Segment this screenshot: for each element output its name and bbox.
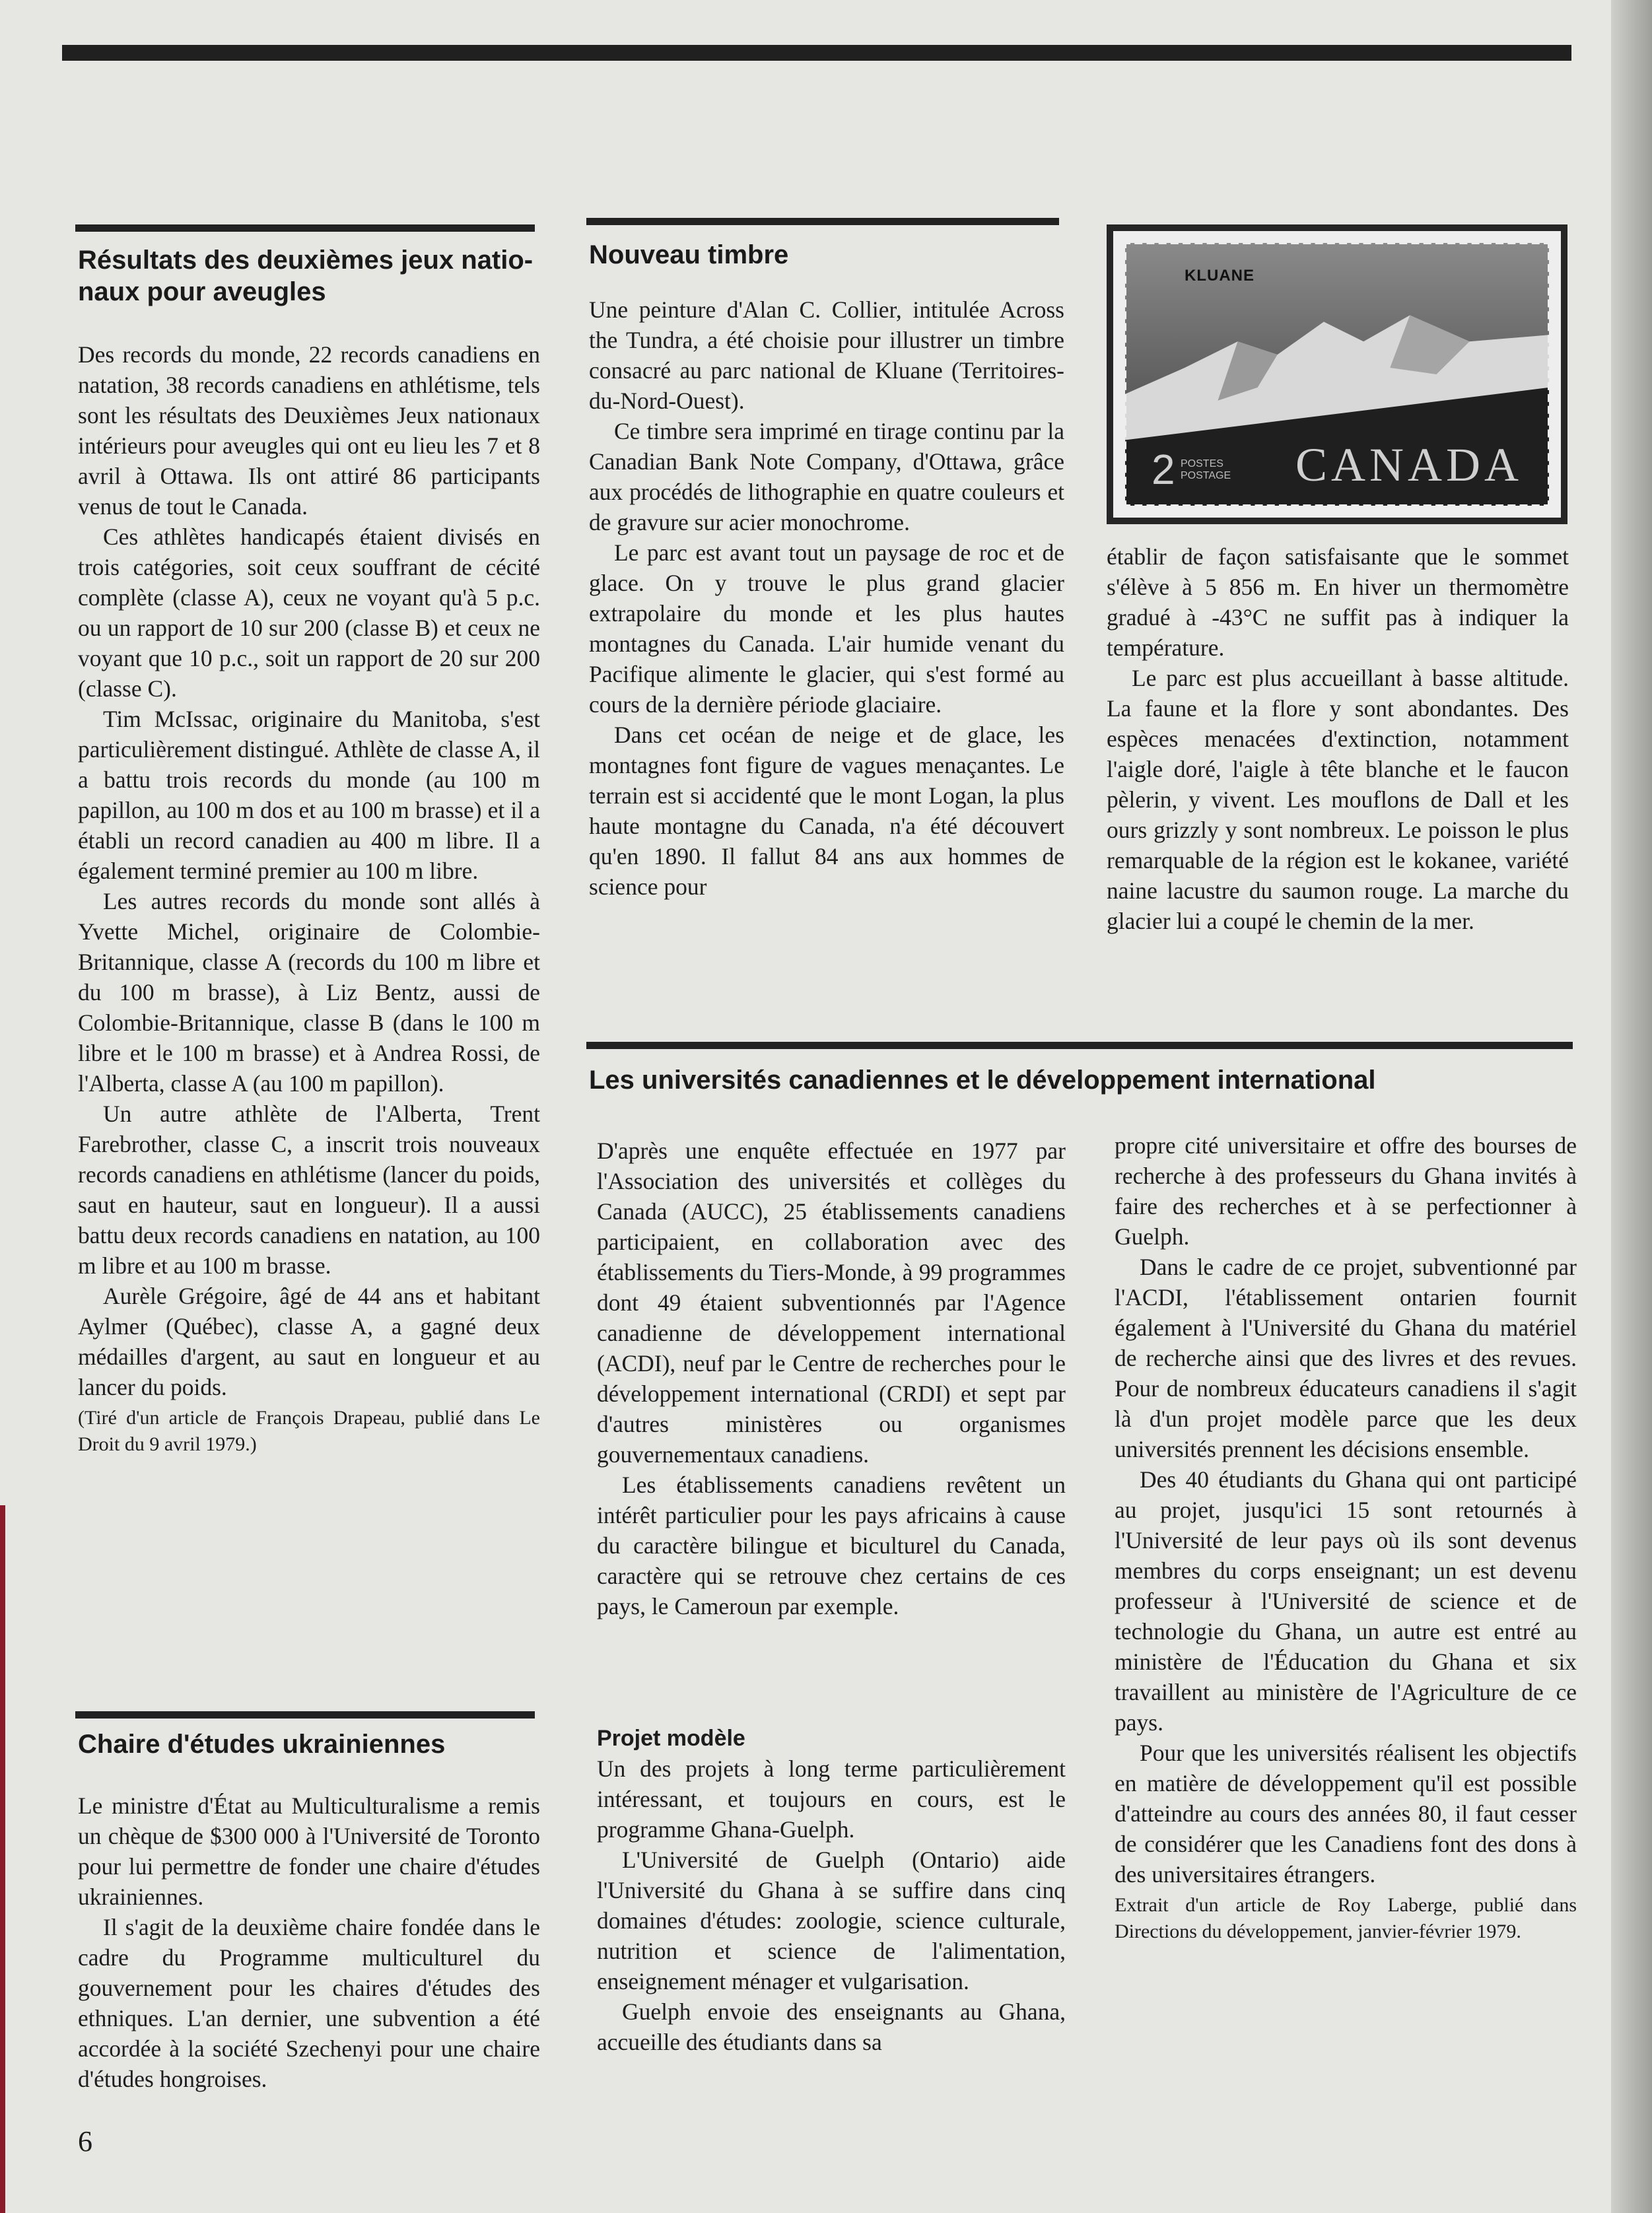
paragraph: Tim McIssac, originaire du Manitoba, s'est particulièrement distingué. Athlète de classe A, il a battu trois records du monde (au 100 m papillon, au 100 m dos et au 100 m brasse) et il a établi un record canadien au 400 m libre. Il a également terminé premier au 100 m libre.: [78, 706, 540, 884]
paragraph: établir de façon satisfaisante que le sommet s'élève à 5 856 m. En hiver un thermomètre gradué à -43°C ne suffit pas à indiquer la température.: [1107, 543, 1569, 661]
paragraph: Des records du monde, 22 records canadiens en natation, 38 records canadiens en athlétisme, tels sont les résultats des Deuxièmes Jeux nationaux intérieurs pour aveugles qui ont eu lieu les 7 et 8 avril à Ottawa. Ils ont attiré 86 participants venus de tout le Canada.: [78, 341, 540, 520]
stamp-postage-text: POSTES POSTAGE: [1181, 458, 1231, 481]
source-note: Extrait d'un article de Roy Laberge, publié dans Directions du développement, janvier-février 1979.: [1115, 1894, 1577, 1942]
section-rule: [75, 224, 535, 232]
article-universites-col2: [1115, 1130, 1577, 1945]
source-note: (Tiré d'un article de François Drapeau, publié dans Le Droit du 9 avril 1979.): [78, 1407, 540, 1455]
paragraph: D'après une enquête effectuée en 1977 par l'Association des universités et collèges du Canada (AUCC), 25 établissements canadiens participaient, en collaboration avec des établissements du Tiers-Monde, à 99 programmes dont 49 étaient subventionnés par l'Agence canadienne de développement international (ACDI), neuf par le Centre de recherches pour le développement international (CRDI) et sept par d'autres ministères ou organismes gouvernementaux canadiens.: [597, 1138, 1066, 1468]
section-title-resultats: Résultats des deuxièmes jeux natio-naux pour aveugles: [78, 246, 533, 306]
stamp-label: KLUANE: [1185, 267, 1255, 285]
article-resultats: [78, 339, 540, 1458]
article-universites-col1: [597, 1136, 1066, 1621]
paragraph: Des 40 étudiants du Ghana qui ont participé au projet, jusqu'ici 15 sont retournés à l'Université de leur pays où ils sont devenus membres du corps enseignant; un est devenu professeur à l'Université de science et de technologie du Ghana, un autre est entré au ministère de l'Éducation du Ghana et six travaillent au ministère de l'Agriculture de ce pays.: [1115, 1466, 1577, 1736]
binding-edge: [0, 1505, 5, 2213]
article-chaire: [78, 1790, 540, 2094]
paragraph: Le parc est avant tout un paysage de roc et de glace. On y trouve le plus grand glacier extrapolaire du monde et les plus hautes montagnes du Canada. L'air humide venant du Pacifique alimente le glacier, qui s'est formé au cours de la dernière période glaciaire.: [589, 539, 1064, 718]
stamp-country: CANADA: [1295, 438, 1523, 491]
paragraph: Pour que les universités réalisent les objectifs en matière de développement qu'il est possible d'atteindre au cours des années 80, il faut cesser de considérer que les Canadiens font des dons à des universitaires étrangers.: [1115, 1740, 1577, 1888]
stamp-artwork: [1125, 243, 1549, 506]
paragraph: Le ministre d'État au Multiculturalisme a remis un chèque de $300 000 à l'Université de Toronto pour lui permettre de fonder une chaire d'études ukrainiennes.: [78, 1792, 540, 1910]
section-title-universites: Les universités canadiennes et le développement international: [589, 1066, 1376, 1095]
paragraph: Les établissements canadiens revêtent un intérêt particulier pour les pays africains à cause du caractère bilingue et biculturel du Canada, caractère qui se retrouve chez certains de ces pays, le Cameroun par exemple.: [597, 1472, 1066, 1619]
paragraph: Le parc est plus accueillant à basse altitude. La faune et la flore y sont abondantes. Des espèces menacées d'extinction, notamment l'aigle doré, l'aigle à tête blanche et le faucon pèlerin, y vivent. Les mouflons de Dall et les ours grizzly y sont nombreux. Le poisson le plus remarquable de la région est le kokanee, variété naine lacustre du saumon rouge. La marche du glacier lui a coupé le chemin de la mer.: [1107, 665, 1569, 934]
article-timbre: [589, 294, 1064, 902]
section-rule: [586, 1042, 1573, 1049]
article-timbre-continued: [1107, 541, 1569, 936]
stamp-image: [1107, 224, 1567, 524]
paragraph: Dans cet océan de neige et de glace, les montagnes font figure de vagues menaçantes. Le terrain est si accidenté que le mont Logan, la plus haute montagne du Canada, n'a été découvert qu'en 1890. Il fallut 84 ans aux hommes de science pour: [589, 722, 1064, 900]
paragraph: Un autre athlète de l'Alberta, Trent Farebrother, classe C, a inscrit trois nouveaux records canadiens en athlétisme (lancer du poids, saut en hauteur, saut en longueur). Il a aussi battu deux records canadiens en natation, au 100 m libre et au 100 m brasse.: [78, 1101, 540, 1279]
section-title-timbre: Nouveau timbre: [589, 240, 789, 269]
paragraph: Une peinture d'Alan C. Collier, intitulée Across the Tundra, a été choisie pour illustrer un timbre consacré au parc national de Kluane (Territoires-du-Nord-Ouest).: [589, 296, 1064, 414]
paragraph: Un des projets à long terme particulièrement intéressant, et toujours en cours, est le programme Ghana-Guelph.: [597, 1755, 1066, 1843]
paragraph: Aurèle Grégoire, âgé de 44 ans et habitant Aylmer (Québec), classe A, a gagné deux médailles d'argent, au saut en longueur et au lancer du poids.: [78, 1283, 540, 1400]
section-rule: [586, 218, 1059, 225]
paragraph: L'Université de Guelph (Ontario) aide l'Université du Ghana à se suffire dans cinq domaines d'études: zoologie, science culturale, nutrition et science de l'alimentation, enseignement ménager et vulgarisation.: [597, 1847, 1066, 1994]
paragraph: Ces athlètes handicapés étaient divisés en trois catégories, soit ceux souffrant de cécité complète (classe A), ceux ne voyant qu'à 5 p.c. ou un rapport de 10 sur 200 (classe B) et ceux ne voyant que 10 p.c., soit un rapport de 20 sur 200 (classe C).: [78, 524, 540, 702]
paragraph: Ce timbre sera imprimé en tirage continu par la Canadian Bank Note Company, d'Ottawa, grâce aux procédés de lithographie en quatre couleurs et de gravure sur acier monochrome.: [589, 418, 1064, 535]
subhead-projet-modele: Projet modèle: [597, 1726, 745, 1751]
paragraph: Dans le cadre de ce projet, subventionné par l'ACDI, l'établissement ontarien fournit également à l'Université du Ghana du matériel de recherche ainsi que des livres et des revues. Pour de nombreux éducateurs canadiens il s'agit là d'un projet modèle parce que les deux universités prennent les décisions ensemble.: [1115, 1254, 1577, 1462]
page-edge: [1611, 0, 1652, 2213]
page-number: 6: [78, 2125, 92, 2158]
section-rule: [75, 1711, 535, 1719]
paragraph: propre cité universitaire et offre des bourses de recherche à des professeurs du Ghana invités à faire des recherches et à se perfectionner à Guelph.: [1115, 1132, 1577, 1250]
top-rule: [62, 45, 1571, 61]
paragraph: Guelph envoie des enseignants au Ghana, accueille des étudiants dans sa: [597, 1998, 1066, 2055]
section-title-chaire: Chaire d'études ukrainiennes: [78, 1730, 446, 1759]
stamp-value: 2: [1152, 446, 1175, 493]
paragraph: Les autres records du monde sont allés à Yvette Michel, originaire de Colombie-Britannique, classe A (records du 100 m libre et du 100 m brasse), à Liz Bentz, aussi de Colombie-Britannique, classe B (dans le 100 m libre et le 100 m brasse) et à Andrea Rossi, de l'Alberta, classe A (au 100 m papillon).: [78, 888, 540, 1097]
paragraph: Il s'agit de la deuxième chaire fondée dans le cadre du Programme multiculturel du gouvernement pour les chaires d'études des ethniques. L'an dernier, une subvention a été accordée à la société Szechenyi pour une chaire d'études hongroises.: [78, 1914, 540, 2092]
article-universites-col1b: [597, 1753, 1066, 2057]
